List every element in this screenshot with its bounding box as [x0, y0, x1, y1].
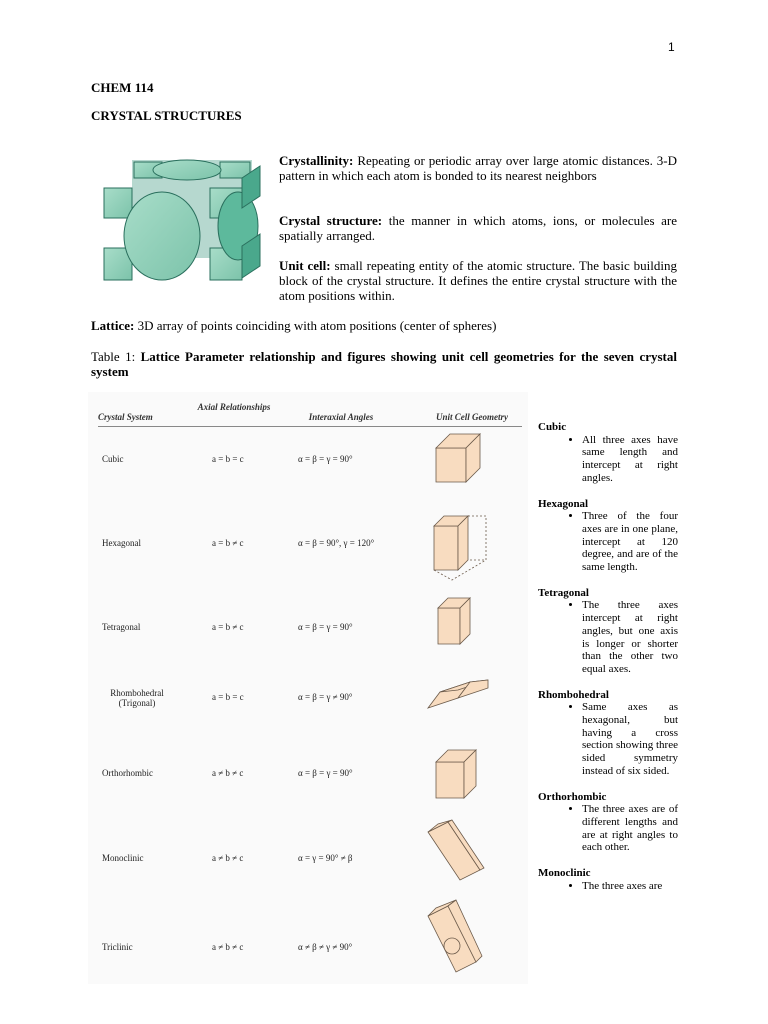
side-notes: [538, 421, 678, 893]
note-hexagonal: [538, 498, 678, 574]
row-monoclinic-system: Monoclinic: [102, 853, 144, 863]
unit-cell-geometry-drawings: [418, 422, 528, 982]
row-hexagonal-system: Hexagonal: [102, 538, 141, 548]
term-crystallinity: Crystallinity:: [279, 153, 354, 168]
row-triclinic-axial: a ≠ b ≠ c: [212, 942, 244, 952]
definition-lattice: [91, 318, 681, 333]
term-unit-cell: Unit cell:: [279, 258, 331, 273]
table-caption-prefix: Table 1:: [91, 349, 136, 364]
note-orthorhombic-bullet: • The three axes are of different lengths and are at right angles to each other.: [582, 803, 678, 854]
header-interaxial-angles: Interaxial Angles: [308, 412, 374, 422]
table-caption-text: Lattice Parameter relationship and figures showing unit cell geometries for the seven crystal system: [91, 349, 677, 379]
note-tetragonal-bullet: • The three axes intercept at right angles, but one axis is longer or shorter than the other two equal axes.: [582, 599, 678, 675]
row-orthorhombic-angles: α = β = γ = 90°: [298, 768, 353, 778]
text-unit-cell: small repeating entity of the atomic structure. The basic building block of the crystal structure. It defines the entire crystal structure with the atom positions within.: [279, 258, 677, 303]
note-orthorhombic-title: Orthorhombic: [538, 790, 607, 803]
header-axial-relationships: Axial Relationships: [197, 402, 271, 412]
note-orthorhombic: [538, 791, 678, 855]
note-cubic: [538, 421, 678, 485]
text-crystallinity: Repeating or periodic array over large atomic distances. 3-D pattern in which each atom is bonded to its nearest neighbors: [279, 153, 677, 183]
definition-crystal-structure: [279, 213, 677, 243]
row-tetragonal-system: Tetragonal: [102, 622, 141, 632]
row-rhombohedral-system: Rhombohedral (Trigonal): [110, 688, 164, 708]
row-triclinic-angles: α ≠ β ≠ γ ≠ 90°: [298, 942, 353, 952]
note-rhombohedral: [538, 689, 678, 778]
note-tetragonal: [538, 587, 678, 676]
term-crystal-structure: Crystal structure:: [279, 213, 383, 228]
row-rhombohedral-angles: α = β = γ ≠ 90°: [298, 692, 353, 702]
row-hexagonal-angles: α = β = 90°, γ = 120°: [298, 538, 375, 548]
cubic-cell-icon: [436, 434, 480, 482]
note-rhombohedral-bullet: • Same axes as hexagonal, but having a cross section showing three sided symmetry instead of six sided.: [582, 701, 678, 777]
tetragonal-cell-icon: [438, 598, 470, 644]
note-monoclinic-title: Monoclinic: [538, 867, 591, 880]
unit-cell-sphere-illustration: [92, 148, 272, 290]
row-rhombohedral-axial: a = b = c: [212, 692, 244, 702]
note-hexagonal-title: Hexagonal: [538, 497, 589, 510]
row-orthorhombic-system: Orthorhombic: [102, 768, 153, 778]
note-tetragonal-title: Tetragonal: [538, 586, 589, 599]
note-rhombohedral-title: Rhombohedral: [538, 688, 609, 701]
crystal-system-table: [88, 392, 528, 984]
note-monoclinic: [538, 867, 678, 892]
monoclinic-cell-icon: [428, 820, 484, 880]
row-cubic-axial: a = b = c: [212, 454, 244, 464]
header-crystal-system: Crystal System: [98, 412, 153, 422]
row-tetragonal-angles: α = β = γ = 90°: [298, 622, 353, 632]
orthorhombic-cell-icon: [436, 750, 476, 798]
row-orthorhombic-axial: a ≠ b ≠ c: [212, 768, 244, 778]
text-crystal-structure: the manner in which atoms, ions, or molecules are spatially arranged.: [279, 213, 678, 243]
definition-unit-cell: [279, 258, 677, 303]
row-monoclinic-angles: α = γ = 90° ≠ β: [298, 853, 353, 863]
row-hexagonal-axial: a = b ≠ c: [212, 538, 244, 548]
row-monoclinic-axial: a ≠ b ≠ c: [212, 853, 244, 863]
note-hexagonal-bullet: • Three of the four axes are in one plane, intercept at 120 degree, and are of the same length.: [582, 510, 678, 574]
row-tetragonal-axial: a = b ≠ c: [212, 622, 244, 632]
row-cubic-system: Cubic: [102, 454, 124, 464]
row-triclinic-system: Triclinic: [102, 942, 133, 952]
course-code: CHEM 114: [91, 80, 154, 95]
note-cubic-bullet: • All three axes have same length and intercept at right angles.: [582, 434, 678, 485]
note-monoclinic-bullet: • The three axes are: [582, 880, 678, 893]
term-lattice: Lattice:: [91, 318, 135, 333]
definition-crystallinity: [279, 153, 677, 183]
rhombohedral-cell-icon: [428, 680, 488, 708]
triclinic-cell-icon: [428, 900, 482, 972]
section-title: CRYSTAL STRUCTURES: [91, 108, 242, 123]
table-caption: [91, 349, 677, 379]
note-cubic-title: Cubic: [538, 421, 567, 433]
hexagonal-cell-icon: [434, 516, 486, 580]
header-unit-cell-geometry: Unit Cell Geometry: [436, 412, 508, 422]
row-cubic-angles: α = β = γ = 90°: [298, 454, 353, 464]
page-number: 1: [668, 40, 675, 54]
text-lattice: 3D array of points coinciding with atom positions (center of spheres): [137, 318, 497, 333]
